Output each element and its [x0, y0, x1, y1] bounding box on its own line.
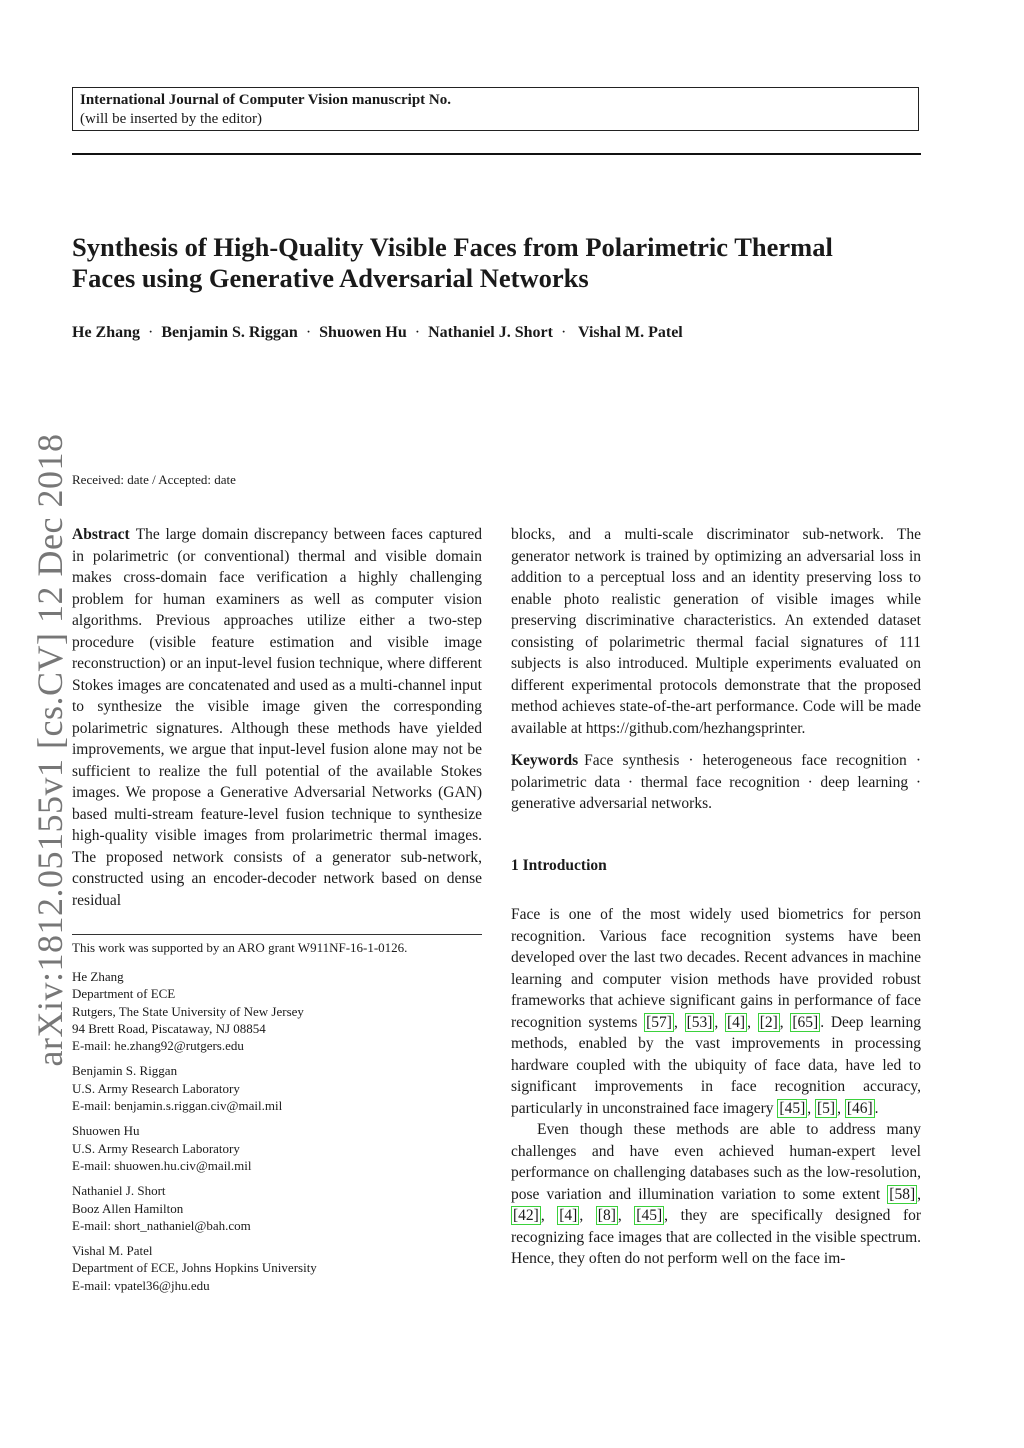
keywords-label: Keywords [511, 752, 579, 769]
affiliation-line: U.S. Army Research Laboratory [72, 1080, 240, 1096]
affiliation-name: Benjamin S. Riggan [72, 1063, 178, 1079]
intro-p2-tail: they are specifically designed for recognizing face images that are collected in the visible spectrum. Hence, they often do not perform well on the face im- [511, 1207, 922, 1267]
citation-link[interactable]: [58] [889, 1185, 916, 1203]
affiliation-email: E-mail: short_nathaniel@bah.com [72, 1217, 251, 1233]
keywords [511, 750, 921, 815]
author-list [72, 322, 732, 344]
affiliation-name: Nathaniel J. Short [72, 1183, 166, 1199]
citation-link[interactable]: [42] [513, 1207, 539, 1224]
affiliation-block [72, 1182, 482, 1234]
affiliation-line: Department of ECE [72, 986, 176, 1002]
affiliation-line: Department of ECE, Johns Hopkins University [72, 1260, 317, 1276]
affiliation-line: Rutgers, The State University of New Jersey [72, 1003, 304, 1019]
author-name: He Zhang [72, 324, 141, 341]
citation-link[interactable]: [8] [597, 1207, 616, 1224]
citation-link[interactable]: [5] [816, 1099, 836, 1117]
affiliation-email: E-mail: vpatel36@jhu.edu [72, 1277, 210, 1293]
affiliation-name: Shuowen Hu [72, 1123, 140, 1139]
abstract-label: Abstract [72, 526, 130, 543]
citation-link[interactable]: [65] [792, 1013, 819, 1031]
paper-title [72, 232, 932, 294]
intro-paragraph-2: Even though these methods are able to address many challenges and have even achieved human-expert level performance on challenging databases such as the low-resolution, pose variation and illumination variation to some extent [58] , [42] , [4] , [8] , [45] , they are specifically designed for recognizing face images that are collected in the visible spectrum. Hence, they often do not perform well on the face im- [511, 1121, 922, 1267]
author-separator: · [305, 324, 312, 341]
intro-paragraph-1: Face is one of the most widely used biometrics for person recognition. Various face recognition systems have been developed over the last two decades. Recent advances in machine learning and computer vision methods have provided robust frameworks that achieve significant gains in performance of face recognition systems [57] , [53] , [4] , [2] , [65] . Deep learning methods, enabled by the vast improvements in processing hardware coupled with the ubiquity of face data, have led to significant improvements in face recognition accuracy, particularly in unconstrained face imagery [45] , [5] , [46] . [511, 906, 922, 1117]
funding-footnote: This work was supported by an ARO grant W911NF-16-1-0126. [72, 940, 408, 955]
keywords-text: Face synthesis · heterogeneous face recognition · polarimetric data · thermal face recognition · deep learning · generative adversarial networks. [511, 752, 921, 812]
author-separator: · [560, 324, 567, 341]
abstract-text-part1: The large domain discrepancy between faces captured in polarimetric (or conventional) thermal and visible domain makes cross-domain face verification a highly challenging problem for human examiners as well as computer vision algorithms. Previous approaches utilize either a two-step procedure (visible feature estimation and visible image reconstruction) or an input-level fusion technique, where different Stokes images are concatenated and used as a multi-channel input to synthesize the visible image given the corresponding polarimetric signatures. Although these methods have yielded improvements, we argue that input-level fusion alone may not be sufficient to realize the full potential of the available Stokes images. We propose a Generative Adversarial Networks (GAN) based multi-stream feature-level fusion technique to synthesize high-quality visible images from prolarimetric thermal images. The proposed network consists of a generator sub-network, constructed using an encoder-decoder network based on dense residual [72, 526, 482, 909]
title-line-2: Faces using Generative Adversarial Networks [72, 263, 589, 293]
author-name: Vishal M. Patel [578, 324, 683, 341]
left-column [72, 524, 482, 911]
citation-link[interactable]: [46] [846, 1099, 873, 1117]
intro-p2-text: Even though these methods are able to address many challenges and have even achieved human-expert level performance on challenging databases such as the low-resolution, pose variation and illumination variation to some extent [511, 1121, 921, 1203]
editor-note: (will be inserted by the editor) [80, 111, 263, 127]
author-separator: · [148, 324, 154, 341]
affiliation-block [72, 968, 482, 1054]
intro-p1-text: Face is one of the most widely used biometrics for person recognition. Various face recognition systems have been developed over the last two decades. Recent advances in machine learning and computer vision methods have provided robust frameworks that achieve significant gains in performance of face recognition systems [511, 906, 921, 1031]
affiliation-email: E-mail: shuowen.hu.civ@mail.mil [72, 1157, 252, 1173]
intro-p1-mid: Deep learning methods, enabled by the vast improvements in processing hardware coupled with the ubiquity of face data, have led to significant improvements in face recognition accuracy, particularly in unconstrained face imagery [511, 1013, 922, 1117]
citation-link[interactable]: [45] [636, 1207, 663, 1224]
author-name: Shuowen Hu [319, 324, 407, 341]
citation-link[interactable]: [4] [559, 1207, 578, 1224]
footnote-rule [72, 934, 482, 935]
affiliation-email: E-mail: he.zhang92@rutgers.edu [72, 1038, 244, 1054]
affiliation-email: E-mail: benjamin.s.riggan.civ@mail.mil [72, 1098, 283, 1114]
affiliation-block [72, 1062, 482, 1114]
affiliation-name: Vishal M. Patel [72, 1243, 153, 1259]
citation-link[interactable]: [45] [779, 1099, 806, 1117]
affiliation-block [72, 1242, 482, 1294]
author-name: Benjamin S. Riggan [161, 324, 298, 341]
author-name: Nathaniel J. Short [428, 324, 553, 341]
citation-link[interactable]: [53] [686, 1013, 713, 1031]
citation-link[interactable]: [57] [646, 1013, 672, 1031]
right-column [511, 524, 921, 1270]
abstract [72, 524, 482, 911]
citation-link[interactable]: [4] [727, 1013, 746, 1031]
affiliation-line: 94 Brett Road, Piscataway, NJ 08854 [72, 1020, 266, 1036]
arxiv-id: arXiv:1812.05155v1 [cs.CV] 12 Dec 2018 [30, 433, 70, 1067]
affiliation-line: Booz Allen Hamilton [72, 1200, 184, 1216]
received-line: Received: date / Accepted: date [72, 472, 236, 487]
abstract-continued: blocks, and a multi-scale discriminator sub-network. The generator network is trained by optimizing an adversarial loss in addition to a perceptual loss and an identity preserving loss to enable photo realistic generation of visible images while preserving discriminative characteristics. An extended dataset consisting of polarimetric thermal facial signatures of 111 subjects is also introduced. Multiple experiments evaluated on different experimental protocols demonstrate that the proposed method achieves state-of-the-art performance. Code will be made available at https://github.com/hezhangsprinter. [511, 526, 921, 737]
journal-name: International Journal of Computer Vision manuscript No. [80, 92, 452, 108]
affiliation-name: He Zhang [72, 969, 124, 984]
affiliations [72, 968, 482, 1302]
citation-link[interactable]: [2] [759, 1013, 778, 1031]
author-separator: · [414, 324, 421, 341]
section-heading-introduction: 1 Introduction [511, 856, 607, 874]
header-rule [72, 153, 921, 155]
journal-header-box [72, 87, 919, 131]
title-line-1: Synthesis of High-Quality Visible Faces from Polarimetric Thermal [72, 232, 833, 262]
affiliation-line: U.S. Army Research Laboratory [72, 1140, 240, 1156]
affiliation-block [72, 1122, 482, 1174]
